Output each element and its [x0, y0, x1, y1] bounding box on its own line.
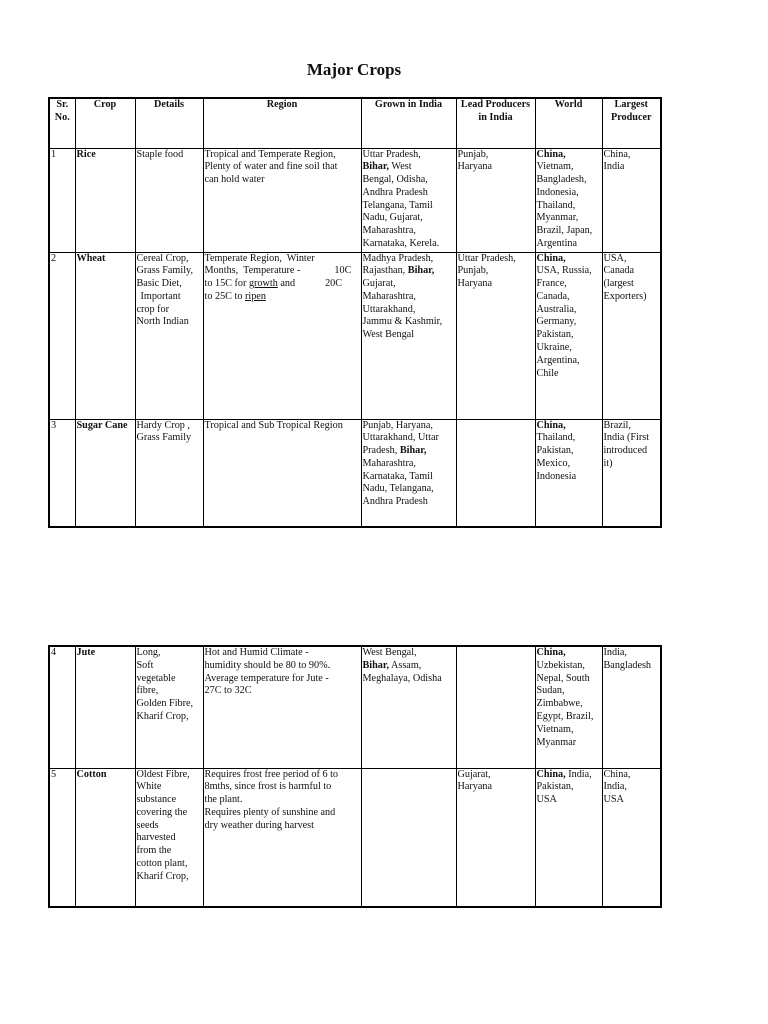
header-details: Details	[135, 98, 203, 148]
world-line: Sudan,	[536, 685, 565, 697]
grown-line: Gujarat,	[362, 278, 396, 290]
details-line: Long,	[136, 647, 161, 658]
lead-line: Punjab,	[457, 265, 489, 277]
largest-producer-cell	[602, 646, 661, 768]
crops-table-part-2	[48, 645, 662, 908]
grown-line: Uttar Pradesh,	[362, 148, 421, 160]
largest-producer-cell	[602, 148, 661, 252]
grown-line: Uttarakhand, Uttar	[362, 432, 439, 444]
largest-producer-cell	[602, 419, 661, 527]
largest-line: Exporters)	[603, 290, 647, 302]
region-line: humidity should be 80 to 90%.	[204, 659, 331, 671]
world-line: Pakistan,	[536, 329, 574, 341]
region-line: 8mths, since frost is harmful to	[204, 781, 332, 793]
lead-line: Uttar Pradesh,	[457, 252, 516, 264]
grown-line: Andhra Pradesh	[362, 186, 428, 198]
largest-line: India	[603, 161, 625, 173]
table-row	[49, 768, 661, 907]
region-line: Tropical and Temperate Region,	[204, 148, 336, 160]
region-text: Winter	[286, 252, 315, 264]
largest-line: Brazil,	[603, 419, 631, 431]
details-line: White	[136, 781, 162, 793]
details-line: vegetable	[136, 672, 176, 684]
region-line: the plant.	[204, 794, 243, 806]
grown-line	[363, 445, 455, 458]
sr-no-cell: 1	[49, 148, 75, 252]
region-line: can hold water	[204, 174, 265, 186]
grown-line	[363, 265, 455, 278]
sr-no-cell: 3	[49, 419, 75, 527]
sr-no-cell: 4	[49, 646, 75, 768]
details-line: Grass Family	[136, 432, 192, 444]
world-cell	[535, 419, 602, 527]
crop-name-cell: Cotton	[75, 768, 135, 907]
world-line: Vietnam,	[536, 723, 574, 735]
largest-line: China,	[603, 768, 631, 780]
details-cell	[135, 419, 203, 527]
grown-line: Jammu & Kashmir,	[362, 316, 443, 328]
largest-line: USA	[603, 794, 624, 806]
largest-line: introduced	[603, 445, 648, 457]
largest-producer-cell	[602, 768, 661, 907]
grown-line: Meghalaya, Odisha	[362, 672, 442, 684]
region-cell	[203, 419, 361, 527]
lead-line: Haryana	[457, 278, 493, 290]
region-text: to 15C for	[204, 278, 247, 290]
details-cell	[135, 252, 203, 419]
world-line: USA	[536, 794, 557, 806]
region-cell	[203, 252, 361, 419]
header-lead-producers: Lead Producers in India	[456, 98, 535, 148]
region-underlined: growth	[248, 278, 278, 290]
details-line: Golden Fibre,	[136, 698, 194, 710]
grown-in-india-cell	[361, 148, 456, 252]
crop-name-cell: Wheat	[75, 252, 135, 419]
details-line: North Indian	[136, 316, 189, 328]
region-line	[205, 265, 360, 278]
region-line: dry weather during harvest	[204, 819, 314, 831]
largest-line: USA,	[603, 252, 627, 264]
largest-line: India (First	[603, 432, 650, 444]
region-text: to 25C to	[204, 290, 243, 302]
details-line: cotton plant,	[136, 858, 188, 870]
world-line: Argentina,	[536, 354, 580, 366]
region-line: Average temperature for Jute -	[204, 672, 329, 684]
lead-producers-cell	[456, 646, 535, 768]
largest-line: India,	[603, 647, 627, 658]
world-line: Indonesia	[536, 470, 577, 482]
world-line: Pakistan,	[536, 781, 574, 793]
table-row	[49, 252, 661, 419]
table-row	[49, 148, 661, 252]
world-line	[537, 769, 601, 782]
world-line: Thailand,	[536, 432, 576, 444]
details-line: Oldest Fibre,	[136, 768, 190, 780]
details-line: substance	[136, 794, 177, 806]
largest-line: India,	[603, 781, 627, 793]
details-cell	[135, 768, 203, 907]
world-line: Uzbekistan,	[536, 659, 585, 671]
world-line: Germany,	[536, 316, 577, 328]
region-line: Hot and Humid Climate -	[204, 647, 309, 658]
details-line: from the	[136, 845, 172, 857]
grown-line: Nadu, Telangana,	[362, 483, 434, 495]
world-line: Canada,	[536, 290, 570, 302]
grown-bold: Bihar,	[407, 265, 435, 277]
world-cell	[535, 148, 602, 252]
region-text: Months,	[204, 265, 239, 277]
header-sr-no: Sr. No.	[49, 98, 75, 148]
region-line	[205, 278, 360, 291]
grown-text: Assam,	[391, 659, 422, 671]
page-title: Major Crops	[306, 60, 402, 79]
grown-line: Andhra Pradesh	[362, 496, 428, 508]
largest-line: (largest	[603, 278, 634, 290]
world-bold: China,	[536, 419, 566, 431]
region-line: Tropical and Sub Tropical Region	[204, 419, 343, 431]
world-line: Mexico,	[536, 457, 571, 469]
details-line: Kharif Crop,	[136, 710, 189, 722]
grown-line	[363, 161, 455, 174]
table-header-row	[49, 98, 661, 148]
grown-text: West	[391, 161, 412, 173]
region-line: Requires frost free period of 6 to	[204, 768, 339, 780]
world-line: Bangladesh,	[536, 174, 587, 186]
header-largest-producer: Largest Producer	[602, 98, 661, 148]
grown-in-india-cell	[361, 768, 456, 907]
grown-bold: Bihar,	[362, 659, 390, 671]
lead-line: Punjab,	[457, 148, 489, 160]
largest-line: it)	[603, 457, 613, 469]
region-text: and	[280, 278, 296, 290]
crop-name-cell: Jute	[75, 646, 135, 768]
largest-line: Canada	[603, 265, 635, 277]
crops-table-part-1	[48, 97, 662, 528]
details-line: Basic Diet,	[136, 278, 182, 290]
header-grown-in-india: Grown in India	[361, 98, 456, 148]
header-world: World	[535, 98, 602, 148]
region-line: 27C to 32C	[204, 685, 252, 697]
region-line	[205, 253, 360, 266]
world-line: Pakistan,	[536, 445, 574, 457]
region-text: 20C	[325, 278, 343, 290]
crop-name-cell: Rice	[75, 148, 135, 252]
grown-line	[363, 660, 455, 673]
grown-bold: Bihar,	[399, 445, 427, 457]
region-cell	[203, 148, 361, 252]
grown-line: Karnataka, Tamil	[362, 470, 433, 482]
region-cell	[203, 646, 361, 768]
grown-in-india-cell	[361, 419, 456, 527]
world-line: Argentina	[536, 238, 578, 250]
largest-line: Bangladesh	[603, 659, 652, 671]
grown-bold: Bihar,	[362, 161, 390, 173]
lead-producers-cell	[456, 148, 535, 252]
details-line: Soft	[136, 659, 154, 671]
details-line: Hardy Crop ,	[136, 419, 190, 431]
grown-text: Pradesh,	[362, 445, 398, 457]
grown-in-india-cell	[361, 646, 456, 768]
world-line: Thailand,	[536, 199, 576, 211]
lead-producers-cell	[456, 252, 535, 419]
world-line: Myanmar	[536, 736, 577, 748]
lead-line: Haryana	[457, 781, 493, 793]
grown-line: Madhya Pradesh,	[362, 252, 434, 264]
world-line: Zimbabwe,	[536, 698, 583, 710]
details-line: Important	[140, 290, 181, 302]
grown-text: Rajasthan,	[362, 265, 406, 277]
region-line	[205, 291, 360, 304]
details-line: covering the	[136, 806, 188, 818]
region-text: 10C	[334, 265, 352, 277]
grown-line: Karnataka, Kerela.	[362, 238, 440, 250]
sr-no-cell: 2	[49, 252, 75, 419]
world-line: Chile	[536, 367, 559, 379]
sr-no-cell: 5	[49, 768, 75, 907]
grown-line: Punjab, Haryana,	[362, 419, 433, 431]
grown-line: Nadu, Gujarat,	[362, 212, 423, 224]
details-line: Staple food	[136, 148, 184, 160]
details-line: fibre,	[136, 685, 159, 697]
grown-in-india-cell	[361, 252, 456, 419]
table-row	[49, 646, 661, 768]
region-text: Temperate Region,	[204, 252, 282, 264]
details-line: crop for	[136, 303, 170, 315]
world-cell	[535, 646, 602, 768]
world-text: India,	[568, 768, 592, 780]
world-line: France,	[536, 278, 567, 290]
world-line: USA, Russia,	[536, 265, 592, 277]
world-cell	[535, 768, 602, 907]
grown-line: Maharashtra,	[362, 457, 416, 469]
world-bold: China,	[536, 252, 566, 264]
grown-line: Telangana, Tamil	[362, 199, 433, 211]
details-line: Grass Family,	[136, 265, 193, 277]
region-cell	[203, 768, 361, 907]
details-cell	[135, 148, 203, 252]
world-line: Indonesia,	[536, 186, 579, 198]
region-line: Requires plenty of sunshine and	[204, 806, 336, 818]
details-line: Kharif Crop,	[136, 870, 189, 882]
details-line: harvested	[136, 832, 176, 844]
world-line: Australia,	[536, 303, 577, 315]
region-line: Plenty of water and fine soil that	[204, 161, 338, 173]
grown-line: Uttarakhand,	[362, 303, 416, 315]
lead-producers-cell	[456, 419, 535, 527]
world-bold: China,	[536, 148, 566, 160]
header-region: Region	[203, 98, 361, 148]
world-bold: China,	[536, 647, 566, 658]
largest-producer-cell	[602, 252, 661, 419]
world-line: Egypt, Brazil,	[536, 710, 594, 722]
grown-line: Bengal, Odisha,	[362, 174, 428, 186]
lead-line: Haryana	[457, 161, 493, 173]
details-cell	[135, 646, 203, 768]
grown-line: West Bengal	[362, 329, 415, 341]
grown-line: West Bengal,	[362, 647, 417, 658]
header-crop: Crop	[75, 98, 135, 148]
world-line: Ukraine,	[536, 342, 572, 354]
largest-line: China,	[603, 148, 631, 160]
world-bold: China,	[536, 768, 566, 780]
world-line: Nepal, South	[536, 672, 590, 684]
table-row	[49, 419, 661, 527]
world-line: Myanmar,	[536, 212, 579, 224]
details-line: Cereal Crop,	[136, 252, 189, 264]
world-line: Vietnam,	[536, 161, 574, 173]
details-line: seeds	[136, 819, 159, 831]
region-text: Temperature -	[243, 265, 301, 277]
region-underlined: ripen	[244, 290, 266, 302]
world-line: Brazil, Japan,	[536, 225, 593, 237]
grown-line: Maharashtra,	[362, 290, 416, 302]
world-cell	[535, 252, 602, 419]
lead-producers-cell	[456, 768, 535, 907]
crop-name-cell: Sugar Cane	[75, 419, 135, 527]
grown-line: Maharashtra,	[362, 225, 416, 237]
lead-line: Gujarat,	[457, 768, 491, 780]
